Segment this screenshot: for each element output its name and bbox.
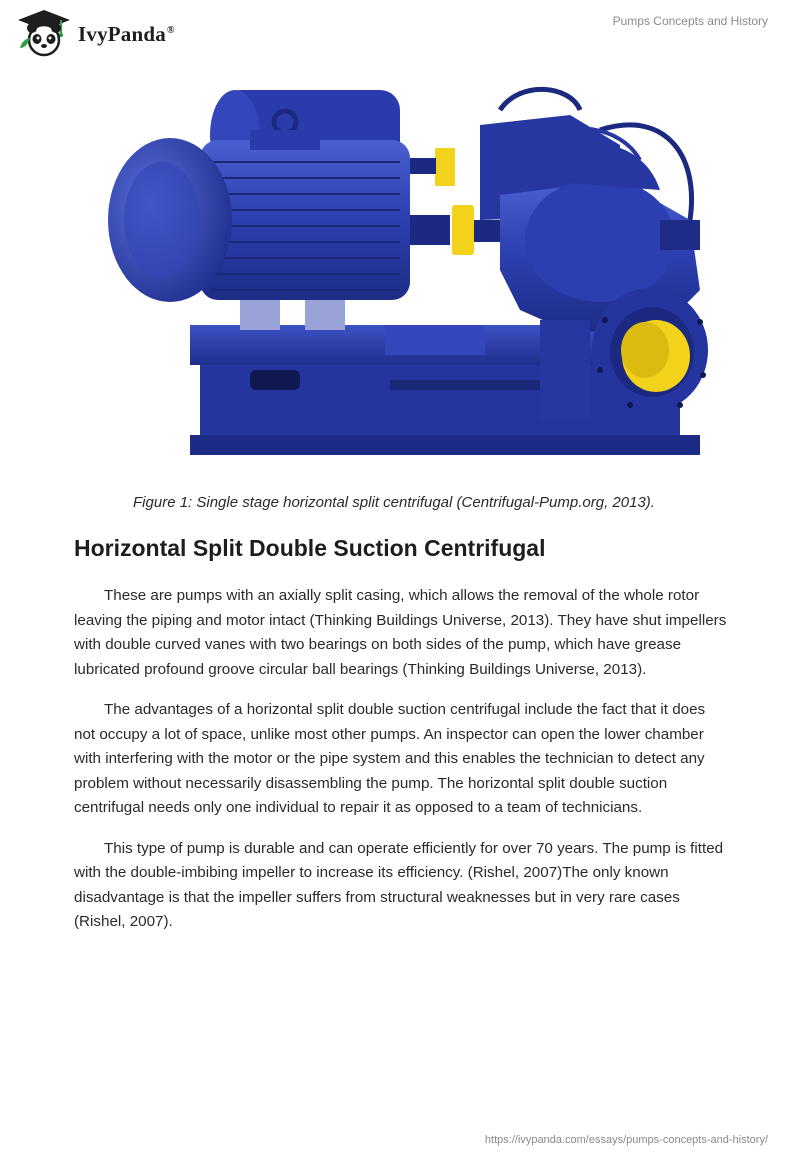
page-header: [0, 0, 800, 60]
paragraph: The advantages of a horizontal split double suction centrifugal include the fact that it does not occupy a lot of space, unlike most other pumps. An inspector can open the lower chamber with interfering with the motor or the pipe system and this enables the technician to detect any problem without necessarily disassembling the pump. The horizontal split double suction centrifugal needs only one individual to repair it as opposed to a team of technicians.: [74, 701, 706, 816]
section-heading: Horizontal Split Double Suction Centrifugal: [74, 535, 546, 561]
document-title: Pumps Concepts and History: [612, 14, 768, 28]
source-url-link[interactable]: https://ivypanda.com/essays/pumps-concepts-and-history/: [484, 1134, 768, 1146]
pump-figure: [100, 70, 740, 470]
figure-caption: Figure 1: Single stage horizontal split centrifugal (Centrifugal-Pump.org, 2013).: [133, 494, 655, 511]
paragraph: This type of pump is durable and can operate efficiently for over 70 years. The pump is fitted with the double-imbibing impeller to increase its efficiency. (Rishel, 2007)The only known disadvantage is that the impeller suffers from structural weaknesses but in very rare cases (Rishel, 2007).: [74, 839, 724, 930]
section-body: [74, 584, 728, 951]
paragraph: These are pumps with an axially split casing, which allows the removal of the whole rotor leaving the piping and motor intact (Thinking Buildings Universe, 2013). They have shut impellers with double curved vanes with two bearings on both sides of the pump, which have grease lubricated profound groove circular ball bearings (Thinking Buildings Universe, 2013).: [74, 587, 727, 678]
panda-graduate-icon: [16, 8, 72, 58]
logo-wordmark: IvyPanda®: [78, 21, 175, 46]
centrifugal-pump-illustration: [100, 70, 740, 470]
ivypanda-logo[interactable]: [16, 8, 175, 58]
